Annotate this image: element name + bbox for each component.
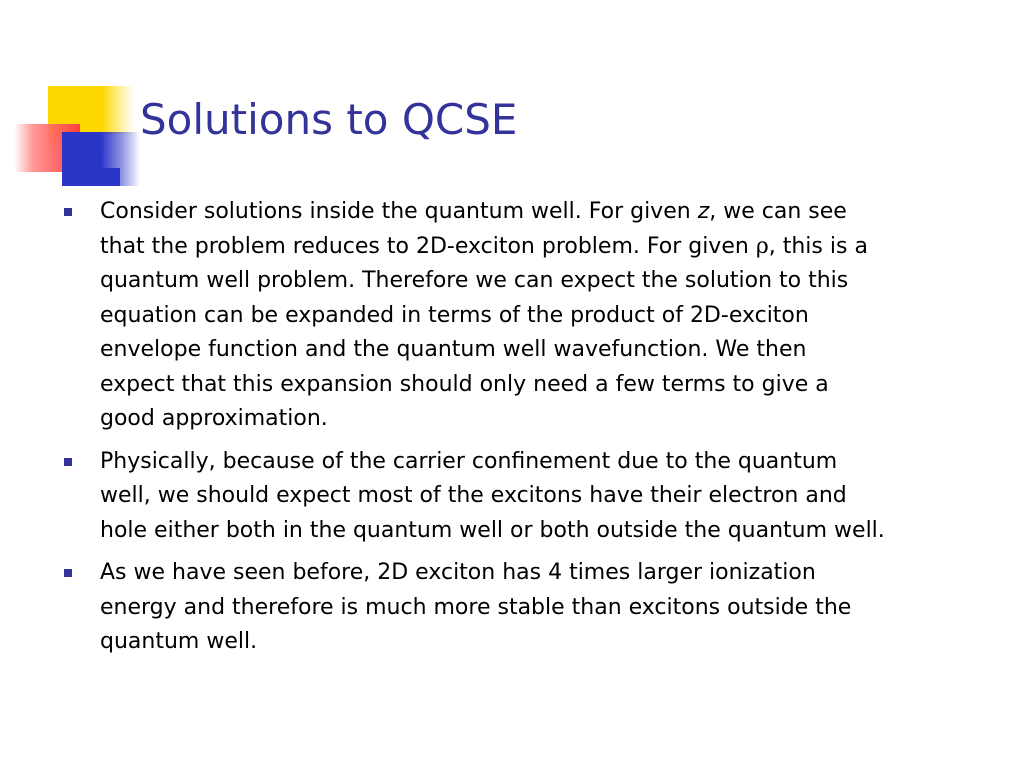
text-run: expect that this expansion should only need a few terms to give a bbox=[100, 371, 829, 397]
text-run: envelope function and the quantum well wavefunction. We then bbox=[100, 337, 807, 362]
bullet-list bbox=[60, 195, 1005, 668]
text-line bbox=[100, 299, 1005, 334]
text-run: good approximation. bbox=[100, 406, 328, 431]
bullet-item bbox=[60, 445, 1005, 549]
text-line bbox=[100, 625, 1005, 660]
text-run: equation can be expanded in terms of the product of 2D-exciton bbox=[100, 302, 809, 328]
text-run: Consider solutions inside the quantum well. For given bbox=[100, 199, 698, 224]
text-run: , this is a bbox=[768, 233, 868, 259]
text-line bbox=[100, 556, 1005, 591]
bullet-text bbox=[100, 556, 1005, 660]
bullet-item bbox=[60, 556, 1005, 660]
text-run: quantum well problem. Therefore we can expect the solution to this bbox=[100, 268, 849, 293]
bullet-item bbox=[60, 195, 1005, 437]
text-line bbox=[100, 230, 1005, 265]
text-run: hole either both in the quantum well or both outside the quantum well. bbox=[100, 517, 885, 543]
bullet-text bbox=[100, 195, 1005, 437]
bullet-square-icon bbox=[64, 458, 72, 466]
text-line bbox=[100, 514, 1005, 549]
bullet-square-icon bbox=[64, 208, 72, 216]
text-line bbox=[100, 591, 1005, 626]
bullet-text bbox=[100, 445, 1005, 549]
text-line bbox=[100, 333, 1005, 368]
decorative-blue-square-base bbox=[62, 168, 120, 186]
bullet-square-icon bbox=[64, 569, 72, 577]
text-run: energy and therefore is much more stable than excitons outside the bbox=[100, 594, 852, 620]
greek-symbol: ρ bbox=[755, 233, 769, 259]
text-line bbox=[100, 368, 1005, 403]
text-run: Physically, because of the carrier confinement due to the quantum bbox=[100, 448, 838, 474]
text-run: quantum well. bbox=[100, 629, 258, 654]
text-line bbox=[100, 402, 1005, 437]
text-line bbox=[100, 264, 1005, 299]
text-run: As we have seen before, 2D exciton has 4 times larger ionization bbox=[100, 560, 816, 585]
text-run: , we can see bbox=[709, 199, 847, 224]
slide-title: Solutions to QCSE bbox=[140, 95, 518, 144]
text-line bbox=[100, 445, 1005, 480]
text-line bbox=[100, 479, 1005, 514]
math-variable: z bbox=[697, 199, 710, 224]
text-line bbox=[100, 195, 1005, 230]
text-run: well, we should expect most of the excitons have their electron and bbox=[100, 483, 847, 508]
text-run: that the problem reduces to 2D-exciton problem. For given bbox=[100, 233, 756, 259]
